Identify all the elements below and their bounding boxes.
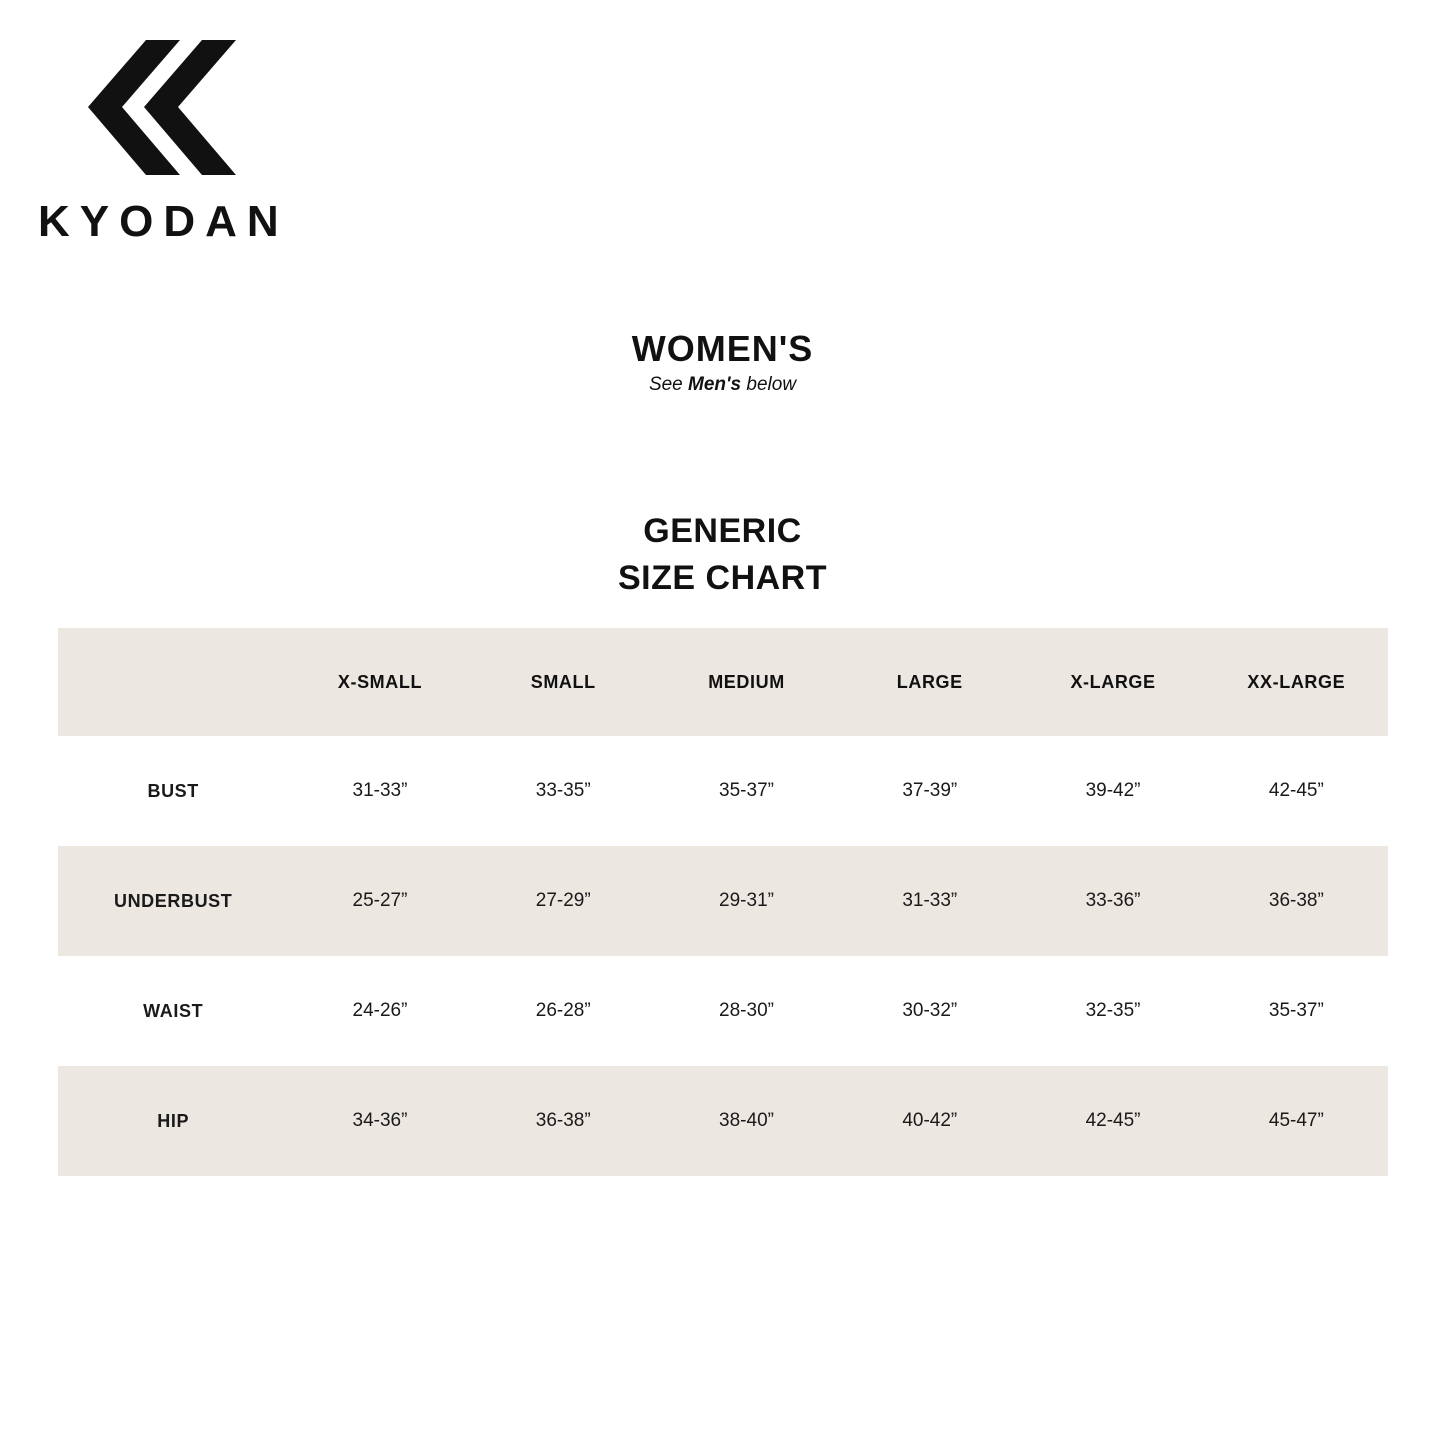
table-cell: 31-33” [838,846,1021,956]
table-column-header: XX-LARGE [1205,628,1388,736]
table-cell: 40-42” [838,1066,1021,1176]
chart-title-line-2: SIZE CHART [618,558,827,597]
table-row-label: BUST [58,736,288,846]
table-cell: 28-30” [655,956,838,1066]
subtitle-suffix: below [741,374,797,395]
table-cell: 39-42” [1021,736,1204,846]
table-cell: 35-37” [1205,956,1388,1066]
table-cell: 33-36” [1021,846,1204,956]
table-column-header: X-SMALL [288,628,471,736]
table-cell: 42-45” [1205,736,1388,846]
table-row [58,736,1388,846]
brand-wordmark: KYODAN [38,197,289,246]
table-cell: 27-29” [472,846,655,956]
table-row [58,1066,1388,1176]
table-cell: 32-35” [1021,956,1204,1066]
table-header-row [58,628,1388,736]
kyodan-chevron-logo-icon [88,40,238,175]
table-cell: 36-38” [472,1066,655,1176]
table-cell: 37-39” [838,736,1021,846]
table-cell: 31-33” [288,736,471,846]
table-column-header: SMALL [472,628,655,736]
table-cell: 38-40” [655,1066,838,1176]
table-cell: 29-31” [655,846,838,956]
chart-title-line-1: GENERIC [643,512,802,550]
table-column-header: X-LARGE [1021,628,1204,736]
table-cell: 45-47” [1205,1066,1388,1176]
section-title: WOMEN'S [631,328,814,369]
section-subtitle [0,374,1445,396]
table-cell: 36-38” [1205,846,1388,956]
table-row-label: HIP [58,1066,288,1176]
chart-title [0,508,1445,602]
table-cell: 26-28” [472,956,655,1066]
table-corner-cell [58,628,288,736]
size-chart-table [58,628,1388,1176]
subtitle-prefix: See [648,374,689,395]
table-cell: 24-26” [288,956,471,1066]
table-row-label: WAIST [58,956,288,1066]
table-column-header: MEDIUM [655,628,838,736]
table-column-header: LARGE [838,628,1021,736]
table-row [58,846,1388,956]
table-cell: 42-45” [1021,1066,1204,1176]
table-row-label: UNDERBUST [58,846,288,956]
table-cell: 35-37” [655,736,838,846]
table-cell: 30-32” [838,956,1021,1066]
table-cell: 34-36” [288,1066,471,1176]
table-row [58,956,1388,1066]
subtitle-bold: Men's [688,374,742,395]
table-cell: 25-27” [288,846,471,956]
brand-logo [38,40,308,247]
table-cell: 33-35” [472,736,655,846]
